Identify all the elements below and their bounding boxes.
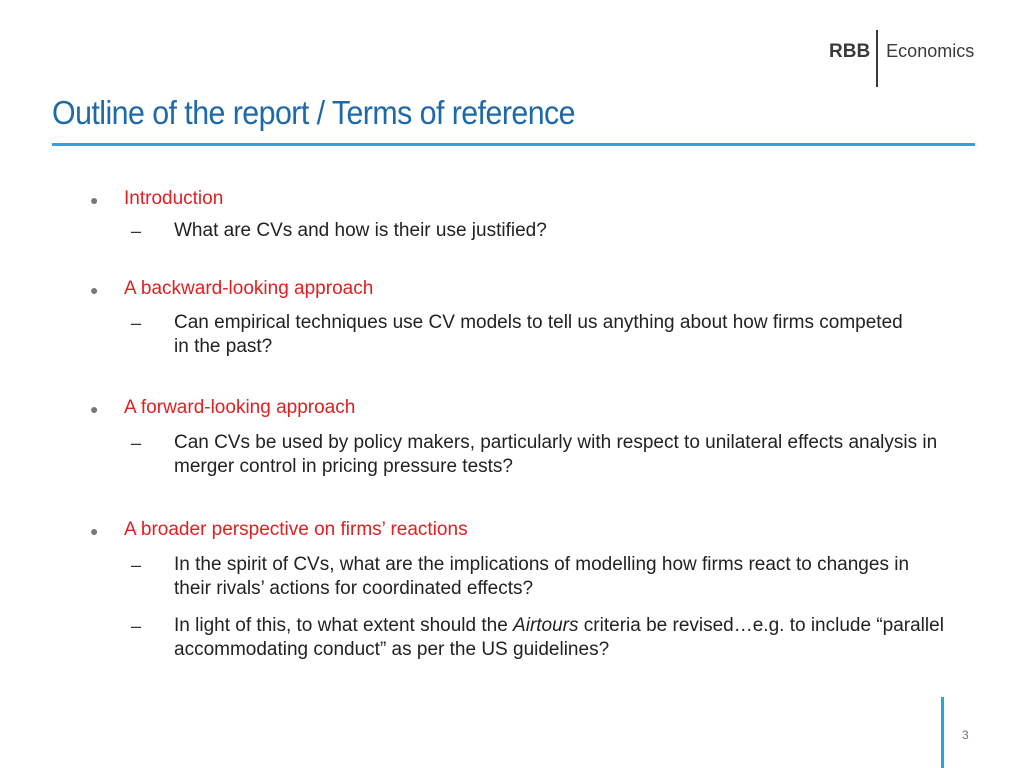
bullet-dot-icon: ● xyxy=(90,282,99,298)
airtours-italic: Airtours xyxy=(513,615,579,636)
bullet-dot-icon: ● xyxy=(90,523,99,539)
slide-title: Outline of the report / Terms of reference xyxy=(52,94,576,131)
bullet-dot-icon: ● xyxy=(90,192,99,208)
logo-divider xyxy=(876,30,878,87)
sub-item-airtours xyxy=(174,614,974,662)
sub-item: Can CVs be used by policy makers, particularly with respect to unilateral effects analysis in merger control in pricing pressure tests? xyxy=(174,432,938,477)
dash-icon: – xyxy=(131,616,142,636)
section-heading: A backward-looking approach xyxy=(124,278,374,299)
logo-name: Economics xyxy=(886,41,975,61)
airtours-text-before: In light of this, to what extent should the xyxy=(174,615,514,636)
bullet-dot-icon: ● xyxy=(90,401,99,417)
section-heading: A broader perspective on firms’ reactions xyxy=(124,519,468,540)
logo-brand: RBB xyxy=(829,40,871,62)
sub-item: What are CVs and how is their use justified? xyxy=(174,220,547,241)
sub-item: In the spirit of CVs, what are the implications of modelling how firms react to changes in their rivals’ actions for coordinated effects? xyxy=(174,554,910,599)
footer-accent-bar xyxy=(941,697,944,768)
section-heading: Introduction xyxy=(124,188,224,209)
page-number: 3 xyxy=(962,728,969,742)
dash-icon: – xyxy=(131,221,142,241)
dash-icon: – xyxy=(131,313,142,333)
title-underline xyxy=(52,143,975,146)
dash-icon: – xyxy=(131,555,142,575)
airtours-text-after: criteria be revised…e.g. to include “parallel accommodating conduct” as per the US guidelines? xyxy=(174,615,944,660)
dash-icon: – xyxy=(131,433,142,453)
section-heading: A forward-looking approach xyxy=(124,397,356,418)
rbb-economics-logo xyxy=(829,30,974,87)
sub-item: Can empirical techniques use CV models to tell us anything about how firms competed in the past? xyxy=(174,312,903,357)
